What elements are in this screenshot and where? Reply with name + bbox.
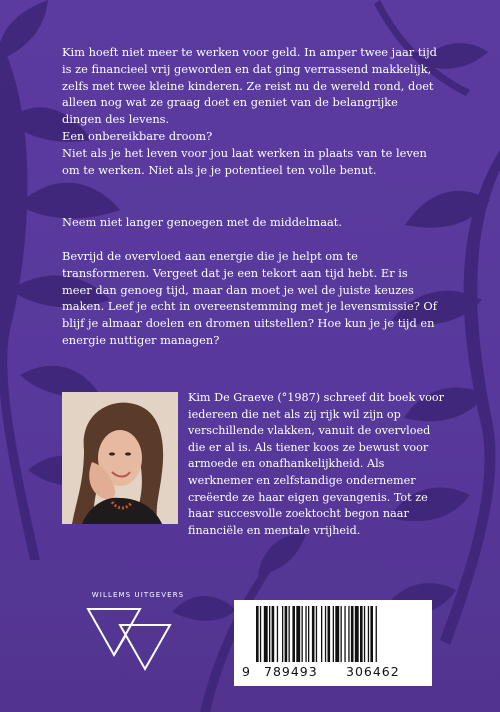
barcode-bar	[364, 606, 365, 662]
author-bio: Kim De Graeve (°1987) schreef dit boek voor iedereen die net als zij rijk wil zijn op verschillende vlakken, vanuit de overvloed die er al is. Als tiener koos ze bewust voor armoede en onafhankelijkheid. Als werknemer en zelfstandige ondernemer creëerde ze haar eigen gevangenis. Tot ze haar succesvolle zoektocht begon naar financiële en mentale vrijheid.	[188, 391, 444, 537]
blurb-paragraph-3: Bevrijd de overvloed aan energie die je helpt om te transformeren. Vergeet dat je een tekort aan tijd hebt. Er is meer dan genoeg tijd, maar dan moet je wel de juiste keuzes maken. Leef je echt in overeenstemming met je levensmissie? Of blijf je almaar doelen en dromen uitstellen? Hoe kun je je tijd en energie nuttiger managen?	[62, 249, 437, 347]
barcode-bar	[360, 606, 363, 662]
barcode-bar	[302, 606, 303, 662]
barcode-bar	[282, 606, 283, 662]
blurb-paragraph-2: Neem niet langer genoegen met de middelmaat.	[62, 215, 342, 229]
isbn-group-1: 789493	[264, 664, 318, 679]
barcode-bar	[376, 606, 377, 662]
barcode-bar	[370, 606, 373, 662]
blurb-tagline	[62, 214, 440, 231]
barcode-bar	[328, 606, 331, 662]
barcode-bar	[355, 606, 359, 662]
blurb-paragraph-1: Kim hoeft niet meer te werken voor geld. In amper twee jaar tijd is ze financieel vrij geworden en dat ging verrassend makkelijk, zelfs met twee kleine kinderen. Ze reist nu de wereld rond, doet alleen nog wat ze graag doet en geniet van de belangrijke dingen des levens.	[62, 45, 437, 127]
barcode-bar	[296, 606, 300, 662]
barcode-bar	[325, 606, 326, 662]
blurb-question: Een onbereikbare droom?	[62, 128, 213, 143]
barcode-bar	[277, 606, 278, 662]
barcode-bar	[316, 606, 317, 662]
publisher-logo-icon	[80, 603, 196, 675]
blurb-answer: Niet als je het leven voor jou laat werken in plaats van te leven om te werken. Niet als je je potentieel ten volle benut.	[62, 145, 427, 177]
barcode-bar	[308, 606, 309, 662]
publisher-block	[80, 591, 196, 681]
barcode-bar	[292, 606, 295, 662]
barcode-bar	[264, 606, 268, 662]
barcode-bars	[234, 600, 432, 670]
barcode-bar	[269, 606, 270, 662]
isbn-first-digit: 9	[242, 664, 251, 679]
barcode-bar	[312, 606, 315, 662]
author-photo	[62, 392, 178, 524]
barcode-bar	[368, 606, 369, 662]
barcode-bar	[260, 606, 261, 662]
blurb-transform	[62, 248, 440, 349]
barcode-bar	[289, 606, 290, 662]
barcode-bar	[335, 606, 339, 662]
publisher-name: WILLEMS UITGEVERS	[91, 591, 185, 599]
isbn-barcode	[234, 600, 432, 686]
barcode-bar	[341, 606, 342, 662]
isbn-group-2: 306462	[346, 664, 400, 679]
isbn-number	[234, 664, 432, 682]
barcode-bar	[351, 606, 354, 662]
barcode-bar	[321, 606, 322, 662]
blurb-intro	[62, 44, 440, 178]
barcode-bar	[344, 606, 345, 662]
barcode-bar	[348, 606, 349, 662]
author-portrait-illustration	[62, 392, 178, 524]
barcode-bar	[272, 606, 275, 662]
barcode-bar	[256, 606, 259, 662]
barcode-bar	[285, 606, 288, 662]
barcode-bar	[305, 606, 306, 662]
barcode-bar	[333, 606, 334, 662]
